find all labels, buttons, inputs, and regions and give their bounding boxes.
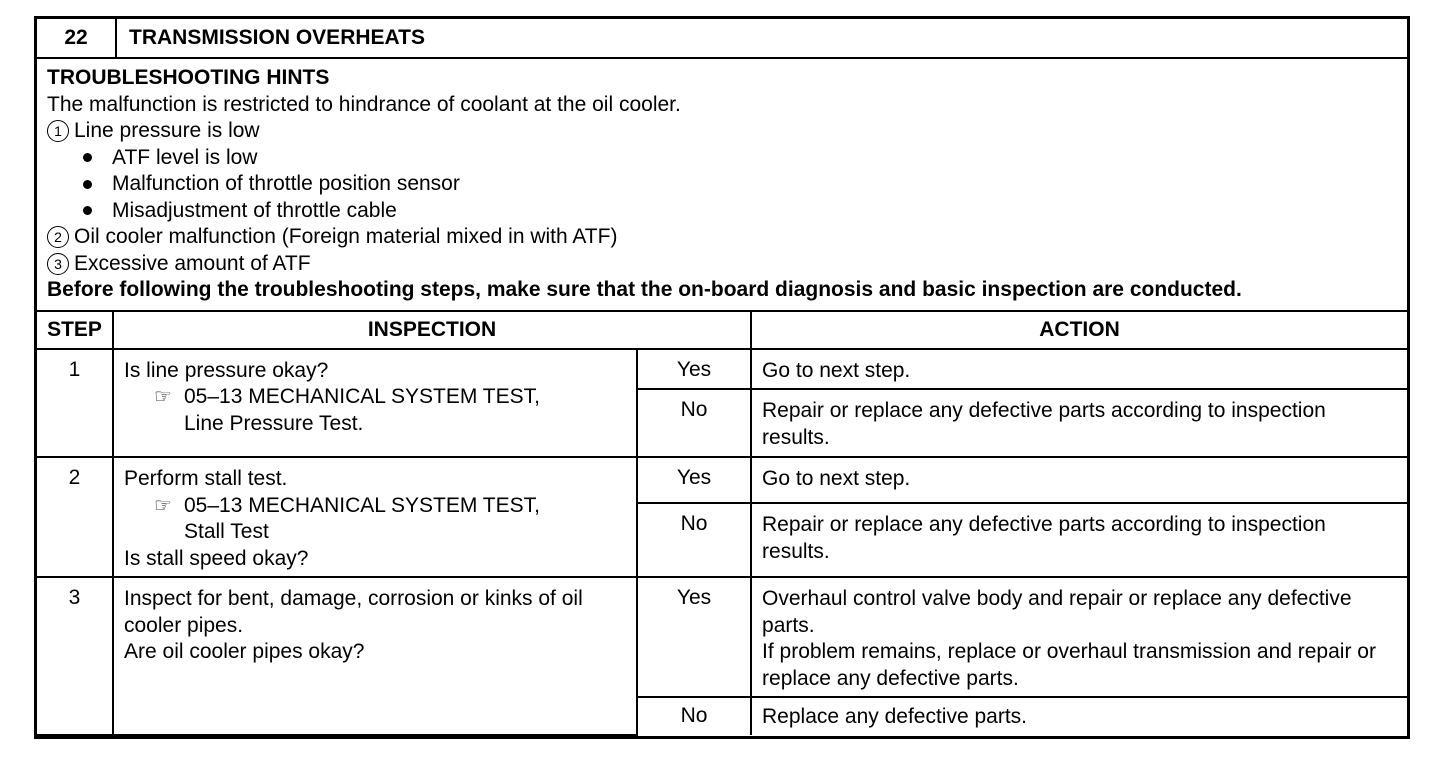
result-yes: Yes bbox=[637, 577, 751, 697]
table-row bbox=[37, 349, 1407, 390]
troubleshooting-sheet bbox=[34, 16, 1410, 739]
circled-number-icon: 2 bbox=[47, 226, 69, 248]
hints-intro: The malfunction is restricted to hindrance of coolant at the oil cooler. bbox=[47, 92, 681, 116]
action-yes-line-1: Overhaul control valve body and repair or replace any defective parts. bbox=[762, 587, 1352, 637]
step-number: 3 bbox=[37, 577, 113, 735]
cause-2 bbox=[47, 224, 1397, 251]
table-header-row bbox=[37, 312, 1407, 349]
cause-1 bbox=[47, 118, 1397, 145]
result-yes: Yes bbox=[637, 457, 751, 503]
inspection-question: Perform stall test. bbox=[124, 467, 288, 490]
reference-line-2: Stall Test bbox=[184, 520, 269, 543]
cause-1-bullet-1 bbox=[47, 145, 1397, 172]
bullet-text: Malfunction of throttle position sensor bbox=[112, 172, 460, 195]
step-number: 1 bbox=[37, 349, 113, 458]
reference bbox=[124, 384, 626, 437]
pointing-hand-icon: ☞ bbox=[154, 386, 172, 408]
action-no: Repair or replace any defective parts according to inspection results. bbox=[751, 503, 1407, 577]
action-yes-line-2: If problem remains, replace or overhaul transmission and repair or replace any defective parts. bbox=[762, 640, 1376, 690]
result-no: No bbox=[637, 697, 751, 735]
hints-note: Before following the troubleshooting steps, make sure that the on-board diagnosis and basic inspection are conducted. bbox=[47, 278, 1242, 301]
header-action: ACTION bbox=[751, 312, 1407, 349]
result-no: No bbox=[637, 389, 751, 457]
bullet-text: Misadjustment of throttle cable bbox=[112, 198, 397, 222]
pointing-hand-icon: ☞ bbox=[154, 494, 172, 517]
cause-text: Oil cooler malfunction (Foreign material mixed in with ATF) bbox=[74, 225, 618, 248]
inspection-question: Inspect for bent, damage, corrosion or kinks of oil cooler pipes. bbox=[124, 587, 583, 637]
bullet-icon bbox=[83, 153, 92, 162]
circled-number-icon: 3 bbox=[47, 253, 69, 275]
inspection-followup: Are oil cooler pipes okay? bbox=[124, 640, 365, 663]
troubleshooting-hints bbox=[37, 59, 1407, 312]
result-no: No bbox=[637, 503, 751, 577]
inspection-question: Is line pressure okay? bbox=[124, 358, 329, 382]
action-no: Repair or replace any defective parts according to inspection results. bbox=[751, 389, 1407, 457]
bullet-icon bbox=[83, 206, 92, 215]
cause-text: Excessive amount of ATF bbox=[74, 251, 311, 275]
header-inspection: INSPECTION bbox=[113, 312, 751, 349]
action-yes: Go to next step. bbox=[751, 349, 1407, 390]
section-number: 22 bbox=[37, 19, 117, 57]
circled-number-icon: 1 bbox=[47, 120, 69, 142]
inspection-followup: Is stall speed okay? bbox=[124, 546, 309, 570]
action-no: Replace any defective parts. bbox=[751, 697, 1407, 735]
result-yes: Yes bbox=[637, 349, 751, 390]
table-row bbox=[37, 577, 1407, 697]
cause-1-bullet-2 bbox=[47, 171, 1397, 198]
title-bar bbox=[37, 19, 1407, 59]
reference-line-1: 05–13 MECHANICAL SYSTEM TEST, bbox=[184, 385, 540, 408]
hints-heading: TROUBLESHOOTING HINTS bbox=[47, 66, 330, 89]
step-number: 2 bbox=[37, 457, 113, 577]
inspection-table bbox=[37, 312, 1407, 736]
inspection-cell bbox=[113, 577, 637, 735]
inspection-cell bbox=[113, 457, 637, 577]
action-yes bbox=[751, 577, 1407, 697]
cause-1-bullet-3 bbox=[47, 198, 1397, 225]
reference-line-2: Line Pressure Test. bbox=[184, 411, 364, 435]
cause-text: Line pressure is low bbox=[74, 119, 260, 142]
section-title: TRANSMISSION OVERHEATS bbox=[129, 26, 425, 49]
bullet-icon bbox=[83, 180, 92, 189]
reference bbox=[124, 493, 626, 546]
cause-3 bbox=[47, 251, 1397, 278]
table-row bbox=[37, 457, 1407, 503]
bullet-text: ATF level is low bbox=[112, 145, 258, 169]
inspection-cell bbox=[113, 349, 637, 458]
header-step: STEP bbox=[37, 312, 113, 349]
reference-line-1: 05–13 MECHANICAL SYSTEM TEST, bbox=[184, 493, 540, 517]
action-yes: Go to next step. bbox=[751, 457, 1407, 503]
